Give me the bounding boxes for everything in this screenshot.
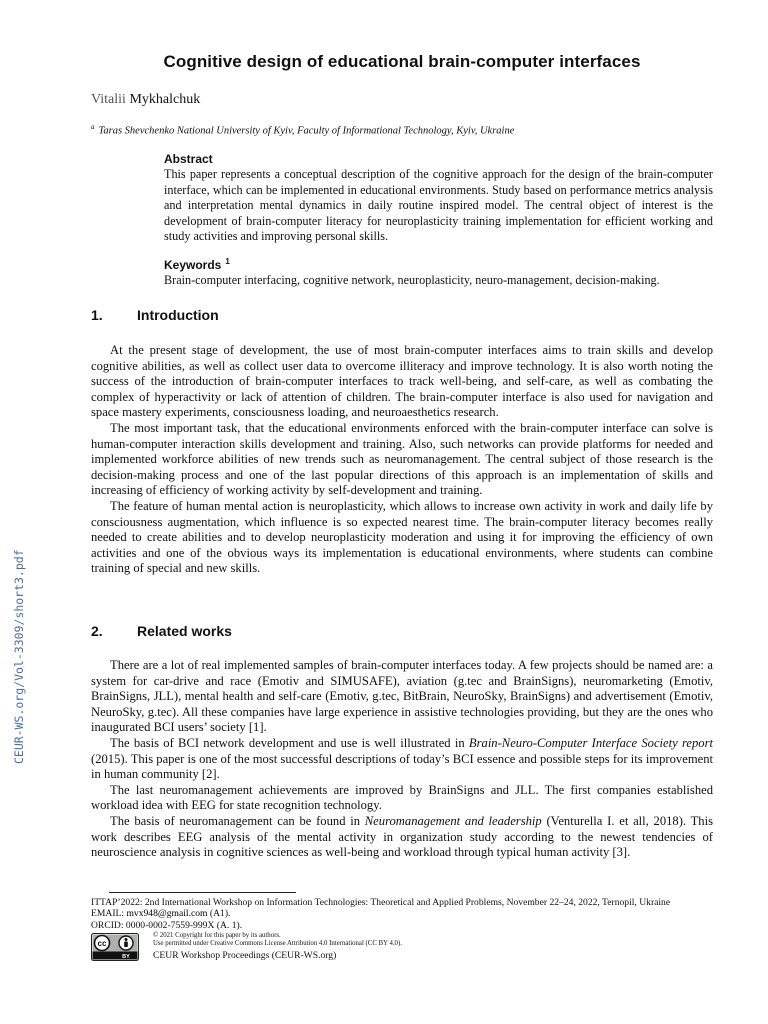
keywords-footnote-mark: 1 (225, 257, 230, 266)
cc-logo-footer (93, 952, 138, 960)
related-works-body (91, 658, 713, 861)
cited-report-title: Brain-Neuro-Computer Interface Society report (468, 735, 714, 750)
abstract-text: This paper represents a conceptual description of the cognitive approach for the design of the brain-computer interface, which can be implemented in educational environments. Study based on performance metrics analysis and interpretation mental dynamics in daily routine inspired model. The central object of interest is the development of brain-computer literacy for neuroplasticity training implementation for efficient working and study activities and improving personal skills. (164, 167, 713, 244)
text-run: (Venturella I. et all, 2018). This work describes EEG analysis of the mental activity in organization study according to the newest tendencies of neuroscience analysis in cognitive sciences as well-being and workload through typical human activity [3]. (91, 813, 713, 860)
section-heading-related-works (91, 623, 232, 639)
sidebar-pdf-id: CEUR-WS.org/Vol-3309/short3.pdf (12, 549, 26, 764)
conference-note: ITTAP’2022: 2nd International Workshop on Information Technologies: Theoretical and Applied Problems, November 22–24, 2022, Ternopil, Ukraine (91, 897, 671, 908)
paragraph (91, 814, 713, 861)
license-line: Use permitted under Creative Commons License Attribution 4.0 International (CC BY 4.0). (153, 940, 402, 948)
author-last-name: Mykhalchuk (129, 92, 201, 107)
by-person-head (125, 938, 128, 941)
keywords-heading (164, 257, 230, 272)
section-title: Related works (137, 623, 232, 639)
cc-by-license-logo (91, 933, 139, 961)
section-title: Introduction (137, 307, 219, 323)
footnote-rule (109, 892, 296, 893)
author-first-name: Vitalii (91, 92, 126, 107)
keywords-heading-label: Keywords (164, 258, 222, 272)
author-line (91, 92, 200, 108)
email-suffix: (A1). (207, 908, 231, 920)
text-run: The basis of BCI network development and use is well illustrated in (110, 735, 469, 750)
copyright-line: © 2021 Copyright for this paper by its authors. (153, 932, 281, 939)
cc-logo-text: cc (97, 939, 107, 948)
introduction-body (91, 343, 713, 577)
paragraph (91, 736, 713, 783)
section-number: 2. (91, 623, 103, 639)
paragraph: At the present stage of development, the use of most brain-computer interfaces aims to train skills and develop cognitive abilities, as well as collect user data to overcome illiteracy and improve technology. It is also worth noting the success of the introduction of brain-computer interfaces to track well-being, and self-care, as well as combating the complex of hyperactivity or lack of attention of children. The brain-computer interface is also used for navigation and space mastery experiments, consciousness loading, and neuroaesthetics research. (91, 343, 713, 420)
cited-book-title: Neuromanagement and leadership (364, 813, 542, 828)
affiliation-mark: a (91, 123, 95, 131)
text-run: (2015). This paper is one of the most successful descriptions of today’s BCI essence and possible steps for its improvement in human community [2]. (91, 751, 713, 782)
paragraph: The most important task, that the educational environments enforced with the brain-computer interface can solve is human-computer interaction skills development and training. Also, such networks can provide platforms for needed and implemented workforce abilities of new trends such as neuromanagement. The central subject of those research is the decision-making process and one of the last popular directions of this approach is an implementation of skills and increasing of efficiency of working activity by self-development and training. (91, 420, 713, 498)
email-link[interactable]: mvx948@gmail.com (126, 908, 208, 920)
paragraph: The last neuromanagement achievements are improved by BrainSigns and JLL. The first companies established workload idea with EEG for state recognition technology. (91, 782, 713, 813)
keywords-text: Brain-computer interfacing, cognitive network, neuroplasticity, neuro-management, decision-making. (164, 273, 660, 287)
orcid-note: ORCID: 0000-0002-7559-999X (A. 1). (91, 919, 243, 931)
footnotes (91, 897, 731, 931)
by-person-body (124, 942, 128, 948)
section-number: 1. (91, 307, 103, 323)
paragraph: There are a lot of real implemented samples of brain-computer interfaces today. A few projects should be named are: a system for car-drive and race (Emotiv and SIMUSAFE), aviation (g.tec and BrainSigns), neuromarketing (Emotiv, BrainSigns, JLL), mental health and self-care (Emotiv, g.tec, BitBrain, NeuroSky, BrainSigns) and advertisement (Emotiv, NeuroSky, g.tec). All these companies have large experience in assistive technologies providing, but they are the ones who inaugurated BCI users’ society [1]. (91, 658, 713, 735)
abstract-heading: Abstract (164, 152, 213, 166)
email-label: EMAIL: (91, 908, 127, 920)
paragraph: The feature of human mental action is neuroplasticity, which allows to increase own activity in work and daily life by consciousness augmentation, which influence is so expected nearest time. The brain-computer literacy becomes really needed to create abilities and to develop neuroplasticity moderation and using it for improving the efficiency of own activities and one of the obvious ways its implementation is educational environments, where students can combine training of special and new skills. (91, 498, 713, 576)
proceedings-line: CEUR Workshop Proceedings (CEUR-WS.org) (153, 950, 337, 961)
copyright-notice (153, 932, 402, 948)
cc-by-text: BY (122, 954, 130, 960)
email-note (91, 908, 731, 919)
section-heading-introduction (91, 307, 219, 323)
affiliation-text: Taras Shevchenko National University of Kyiv, Faculty of Informational Technology, Kyiv, Ukraine (98, 125, 515, 137)
paper-title: Cognitive design of educational brain-computer interfaces (163, 52, 641, 71)
text-run: The basis of neuromanagement can be found in (110, 813, 365, 828)
affiliation (91, 123, 514, 137)
